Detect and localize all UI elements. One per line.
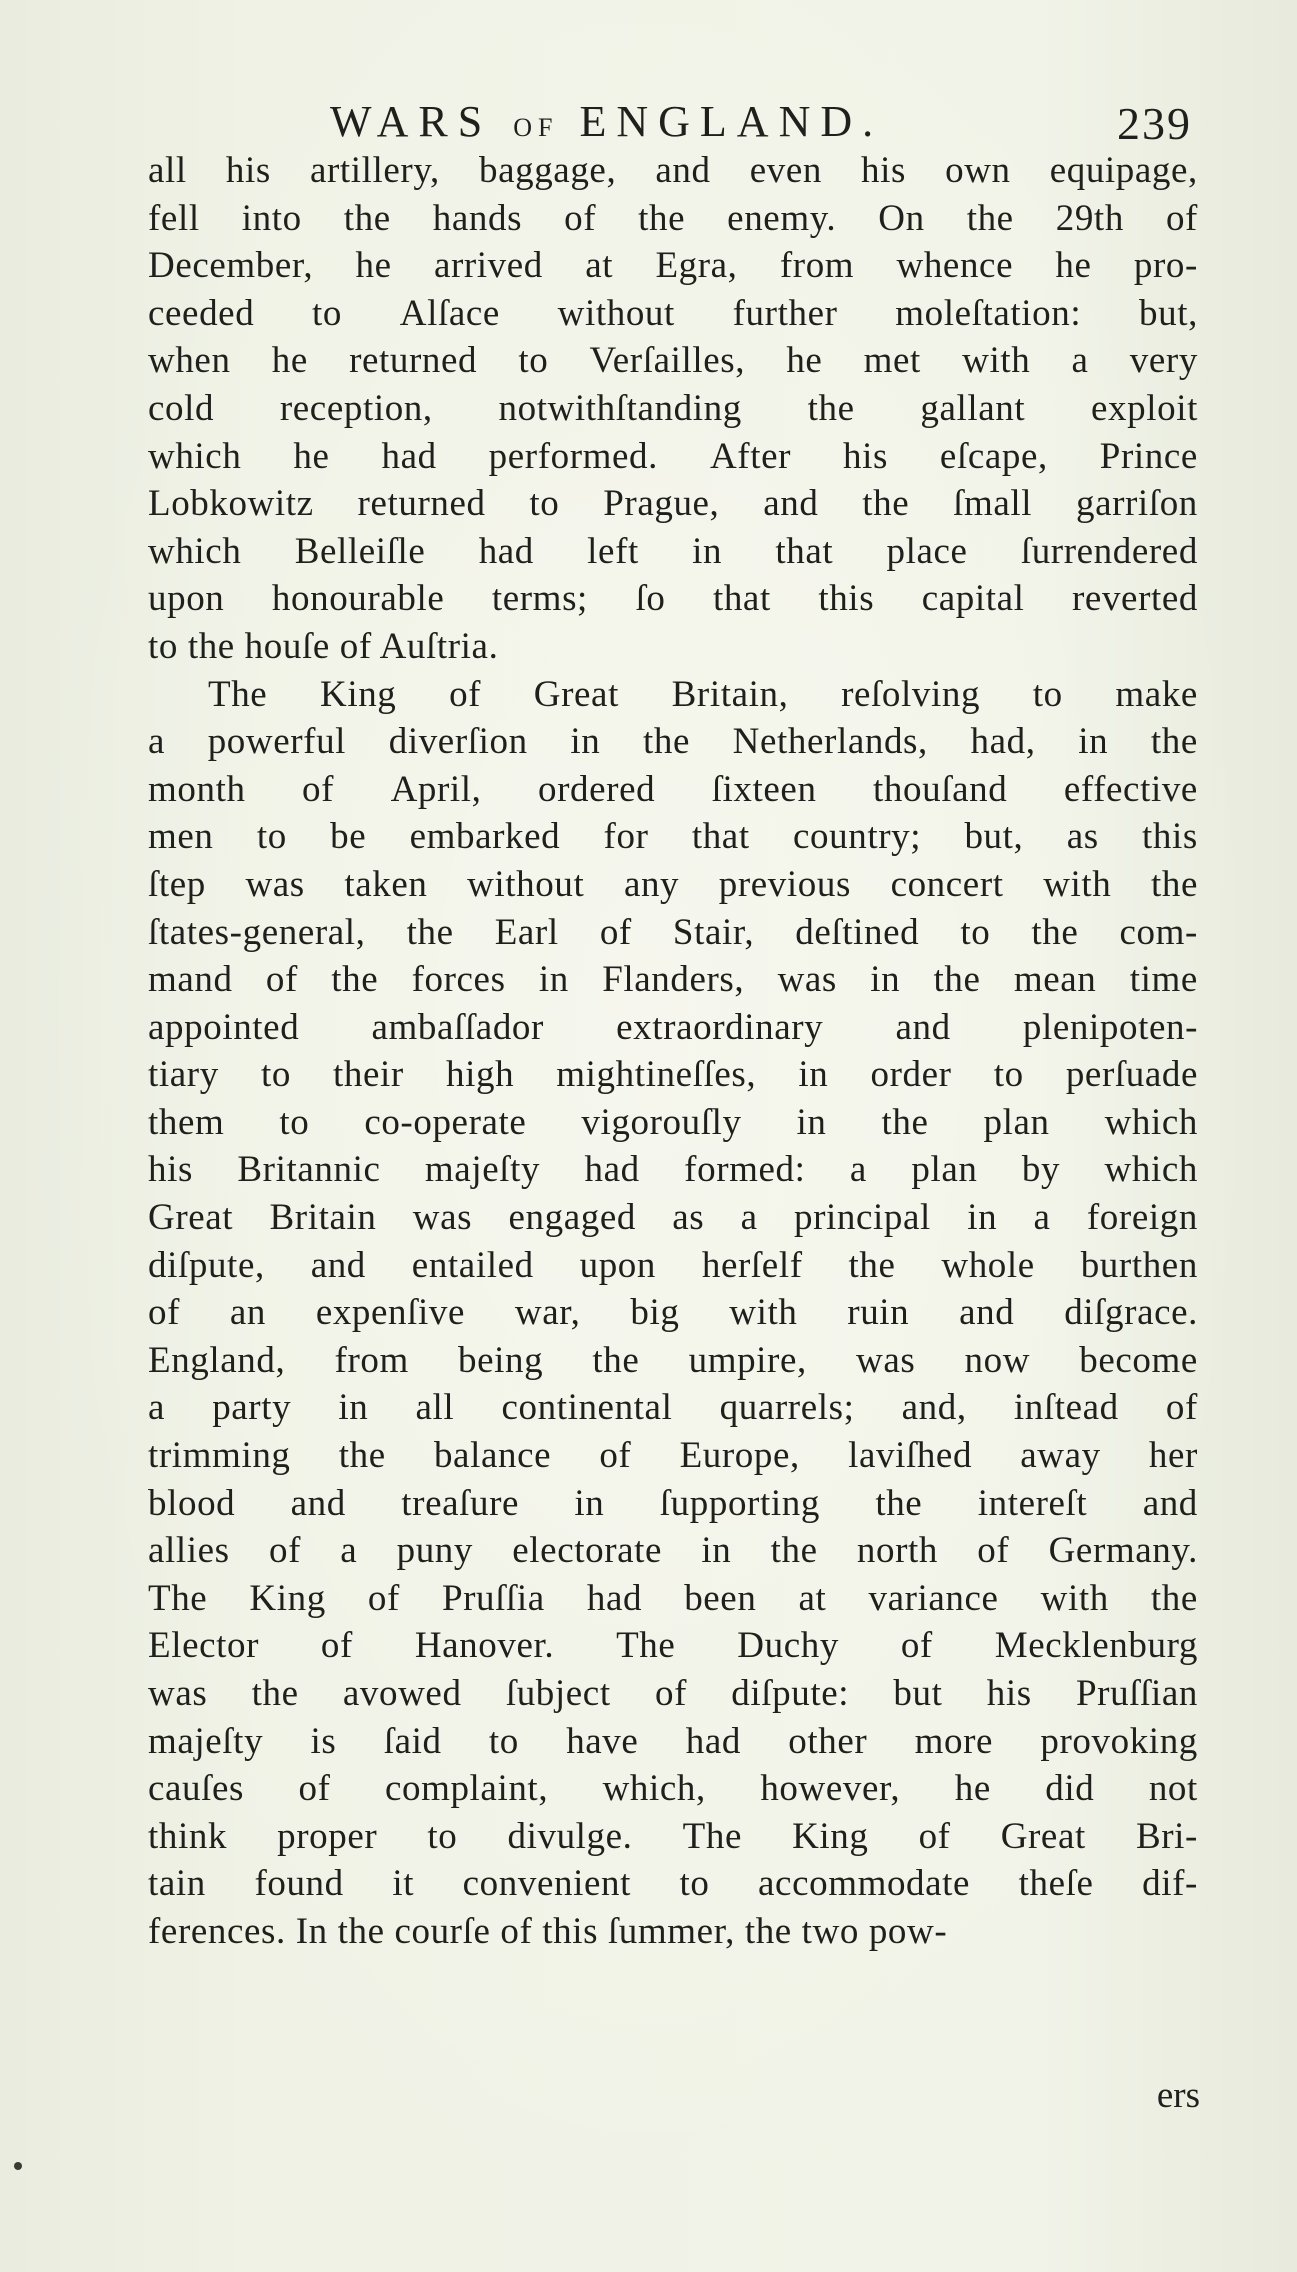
text-line: allies of a puny electorate in the north of Germany. bbox=[148, 1530, 1198, 1572]
text-line: his Britannic majeſty had formed: a plan by which bbox=[148, 1149, 1198, 1191]
text-line: men to be embarked for that country; but, as this bbox=[148, 816, 1198, 858]
text-line: ceeded to Alſace without further moleſtation: but, bbox=[148, 292, 1198, 334]
running-head bbox=[330, 92, 1200, 152]
text-line: tiary to their high mightineſſes, in order to perſuade bbox=[148, 1054, 1198, 1096]
text-line: December, he arrived at Egra, from whence he pro- bbox=[148, 245, 1198, 287]
text-line: of an expenſive war, big with ruin and diſgrace. bbox=[148, 1292, 1198, 1334]
page-number: 239 bbox=[1117, 98, 1192, 149]
text-line: ſtep was taken without any previous concert with the bbox=[148, 863, 1198, 905]
text-line: trimming the balance of Europe, laviſhed away her bbox=[148, 1435, 1198, 1477]
catchword: ers bbox=[1156, 2075, 1200, 2116]
text-line: Elector of Hanover. The Duchy of Mecklenburg bbox=[148, 1625, 1198, 1667]
text-line: tain found it convenient to accommodate theſe dif- bbox=[148, 1863, 1198, 1905]
text-line: England, from being the umpire, was now become bbox=[148, 1339, 1198, 1381]
text-line: upon honourable terms; ſo that this capital reverted bbox=[148, 578, 1198, 620]
text-line: The King of Pruſſia had been at variance with the bbox=[148, 1577, 1198, 1619]
text-line: which he had performed. After his eſcape, Prince bbox=[148, 435, 1198, 477]
ink-speck bbox=[14, 2162, 22, 2170]
text-line: month of April, ordered ſixteen thouſand effective bbox=[148, 768, 1198, 810]
text-line: diſpute, and entailed upon herſelf the whole burthen bbox=[148, 1244, 1198, 1286]
body-text bbox=[148, 147, 1198, 1956]
text-line: appointed ambaſſador extraordinary and plenipoten- bbox=[148, 1006, 1198, 1048]
running-title-of: OF bbox=[513, 113, 559, 142]
text-line: all his artillery, baggage, and even his own equipage, bbox=[148, 150, 1198, 191]
text-line: to the houſe of Auſtria. bbox=[148, 625, 499, 667]
text-line: Great Britain was engaged as a principal in a foreign bbox=[148, 1197, 1198, 1239]
text-line: mand of the forces in Flanders, was in the mean time bbox=[148, 959, 1198, 1001]
text-line: Lobkowitz returned to Prague, and the ſmall garriſon bbox=[148, 483, 1198, 525]
text-line: fell into the hands of the enemy. On the 29th of bbox=[148, 197, 1198, 239]
text-line: The King of Great Britain, reſolving to make bbox=[208, 673, 1198, 715]
text-line: ſtates-general, the Earl of Stair, deſtined to the com- bbox=[148, 911, 1198, 953]
running-title-wars: WARS bbox=[330, 97, 493, 146]
text-line: a party in all continental quarrels; and, inſtead of bbox=[148, 1387, 1198, 1429]
text-line: cauſes of complaint, which, however, he did not bbox=[148, 1768, 1198, 1810]
text-line: majeſty is ſaid to have had other more provoking bbox=[148, 1720, 1198, 1762]
text-line: when he returned to Verſailles, he met with a very bbox=[148, 340, 1198, 382]
text-line: cold reception, notwithſtanding the gallant exploit bbox=[148, 387, 1198, 429]
text-line: which Belleiſle had left in that place ſurrendered bbox=[148, 530, 1198, 572]
text-line: blood and treaſure in ſupporting the intereſt and bbox=[148, 1482, 1198, 1524]
text-line: think proper to divulge. The King of Great Bri- bbox=[148, 1815, 1198, 1857]
text-line: a powerful diverſion in the Netherlands, had, in the bbox=[148, 721, 1198, 763]
text-line: was the avowed ſubject of diſpute: but his Pruſſian bbox=[148, 1673, 1198, 1714]
text-line: ferences. In the courſe of this ſummer, the two pow- bbox=[148, 1910, 948, 1952]
running-title-england: ENGLAND. bbox=[579, 97, 884, 146]
text-line: them to co-operate vigorouſly in the plan which bbox=[148, 1101, 1198, 1143]
